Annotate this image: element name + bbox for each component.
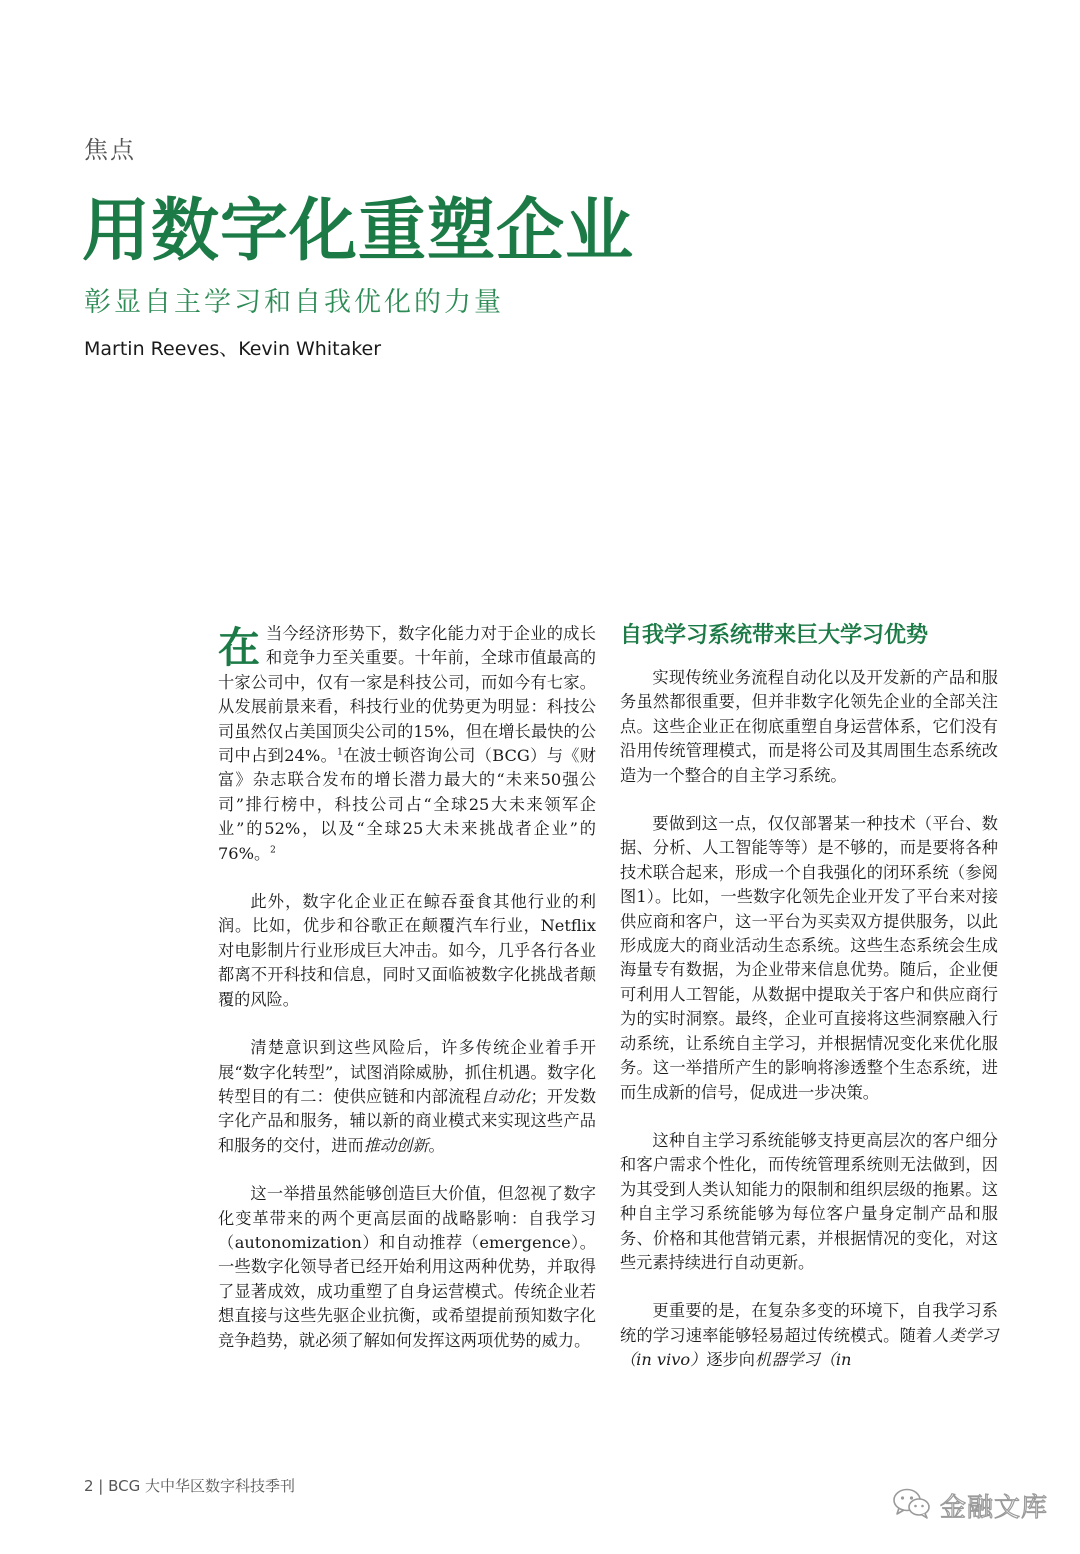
paragraph	[620, 1299, 998, 1372]
paragraph: 此外，数字化企业正在鲸吞蚕食其他行业的利润。比如，优步和谷歌正在颠覆汽车行业，Netflix对电影制片行业形成巨大冲击。如今，几乎各行各业都离不开科技和信息，同时又面临被数字化挑战者颠覆的风险。	[218, 892, 596, 1009]
wechat-icon	[892, 1486, 932, 1524]
paragraph: 这一举措虽然能够创造巨大价值，但忽视了数字化变革带来的两个更高层面的战略影响：自我学习（autonomization）和自动推荐（emergence）。一些数字化领导者已经开始利用这两种优势，并取得了显著成效，成功重塑了自身运营模式。传统企业若想直接与这些先驱企业抗衡，或希望提前预知数字化竞争趋势，就必须了解如何发挥这两项优势的威力。	[218, 1184, 596, 1350]
watermark	[892, 1486, 1048, 1524]
article-authors: Martin Reeves、Kevin Whitaker	[84, 338, 382, 360]
paragraph: 这种自主学习系统能够支持更高层次的客户细分和客户需求个性化，而传统管理系统则无法做到，因为其受到人类认知能力的限制和组织层级的拖累。这种自主学习系统能够为每位客户量身定制产品和服务、价格和其他营销元素，并根据情况的变化，对这些元素持续进行自动更新。	[620, 1130, 998, 1272]
left-column	[218, 622, 596, 1377]
paragraph-text: 在波士顿咨询公司（BCG）与《财富》杂志联合发布的增长潜力最大的“未来50强公司”排行榜中，科技公司占“全球25大未来领军企业”的52%，以及“全球25大未来挑战者企业”的76%。	[218, 746, 596, 863]
paragraph	[218, 622, 596, 866]
emphasis-text: 机器学习（in	[754, 1350, 852, 1370]
footnote-ref: 1	[337, 747, 343, 758]
paragraph: 实现传统业务流程自动化以及开发新的产品和服务虽然都很重要，但并非数字化领先企业的全部关注点。这些企业正在彻底重塑自身运营体系，它们没有沿用传统管理模式，而是将公司及其周围生态系统改造为一个整合的自主学习系统。	[620, 668, 998, 785]
paragraph-text: 更重要的是，在复杂多变的环境下，自我学习系统的学习速率能够轻易超过传统模式。随着	[620, 1301, 998, 1345]
article-subtitle: 彰显自主学习和自我优化的力量	[84, 287, 504, 318]
paragraph-text: 。	[428, 1135, 445, 1155]
right-column	[620, 620, 998, 1397]
paragraph-text: 清楚意识到这些风险后，许多传统企业着手开展“数字化转型”，试图消除威胁，抓住机遇。数字化转型目的有二：使供应链和内部流程	[218, 1038, 596, 1106]
section-label: 焦点	[84, 136, 136, 164]
section-heading: 自我学习系统带来巨大学习优势	[620, 622, 929, 648]
paragraph-text: ；开发数字化产品和服务，辅以新的商业模式来实现这些产品和服务的交付，进而	[218, 1086, 597, 1155]
emphasis-text: 自动化	[481, 1086, 531, 1106]
paragraph	[218, 1036, 596, 1158]
article-title: 用数字化重塑企业	[82, 191, 635, 271]
footnote-ref: 2	[270, 845, 276, 856]
paragraph-text: 当今经济形势下，数字化能力对于企业的成长和竞争力至关重要。十年前，全球市值最高的十家公司中，仅有一家是科技公司，而如今有七家。从发展前景来看，科技行业的优势更为明显：科技公司虽然仅占美国顶尖公司的15%，但在增长最快的公司中占到24%。	[218, 624, 596, 766]
emphasis-text: 推动创新	[363, 1135, 429, 1155]
watermark-text: 金融文库	[940, 1492, 1049, 1523]
paragraph-text: 逐步向	[706, 1350, 755, 1370]
page-footer: 2 | BCG 大中华区数字科技季刊	[84, 1477, 296, 1495]
drop-cap: 在	[218, 623, 261, 672]
paragraph: 要做到这一点，仅仅部署某一种技术（平台、数据、分析、人工智能等等）是不够的，而是要将各种技术联合起来，形成一个自我强化的闭环系统（参阅图1）。比如，一些数字化领先企业开发了平台来对接供应商和客户，这一平台为买卖双方提供服务，以此形成庞大的商业活动生态系统。这些生态系统会生成海量专有数据，为企业带来信息优势。随后，企业便可利用人工智能，从数据中提取关于客户和供应商行为的实时洞察。最终，企业可直接将这些洞察融入行动系统，让系统自主学习，并根据情况变化来优化服务。这一举措所产生的影响将渗透整个生态系统，进而生成新的信号，促成进一步决策。	[620, 814, 998, 1102]
emphasis-text: 人类学习（in vivo）	[620, 1325, 999, 1370]
